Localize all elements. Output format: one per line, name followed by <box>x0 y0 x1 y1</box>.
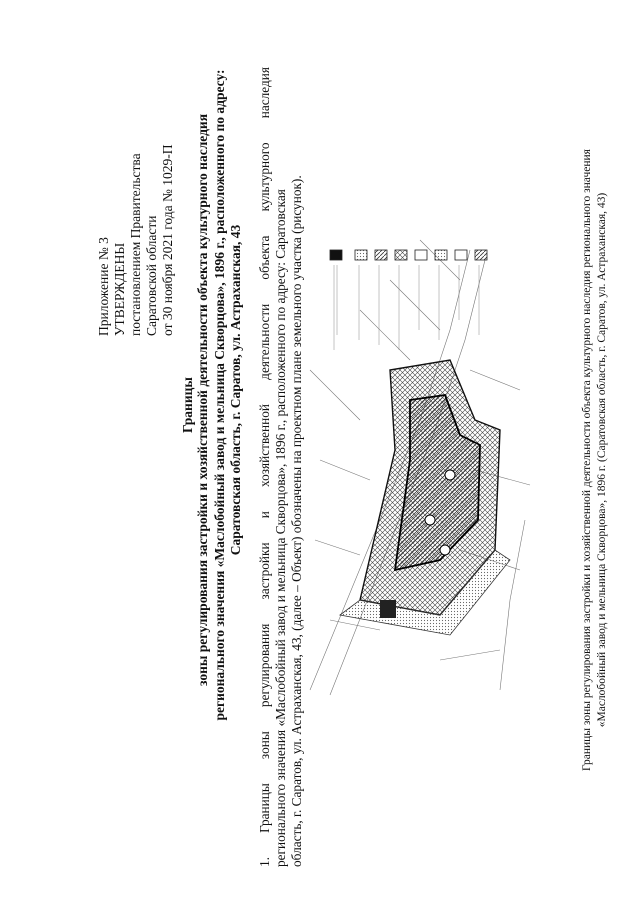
figure-caption-line-2: «Маслобойный завод и мельница Скворцова», 1896 г. (Саратовская область, г. Саратов, ул. Астраханская, 43) <box>596 192 608 728</box>
paragraph-line-2: регионального значения «Маслобойный завод и мельница Скворцова», 1896 г., расположенного по адресу: Саратовская <box>273 189 288 867</box>
approved-by: постановлением Правительства <box>128 153 143 336</box>
dark-block <box>380 600 396 618</box>
legend <box>330 250 487 350</box>
approved-label: УТВЕРЖДЕНЫ <box>112 242 127 336</box>
appendix-number: Приложение № 3 <box>96 237 111 336</box>
figure-caption-line-1: Границы зоны регулирования застройки и хозяйственной деятельности объекта культурного наследия регионального значения <box>581 149 593 771</box>
paragraph-line-3: область, г. Саратов, ул. Астраханская, 43, (далее – Объект) обозначены на проектном плане земельного участка (рисунок). <box>289 175 304 867</box>
approval-block <box>96 36 176 336</box>
title-line-3: Саратовская область, г. Саратов, ул. Астраханская, 43 <box>228 224 243 556</box>
approval-date: от 30 ноября 2021 года № 1029-П <box>160 144 175 336</box>
document-title: Границы <box>180 377 195 433</box>
paragraph-line-1: 1. Границы зоны регулирования застройки и хозяйственной деятельности объекта культурного наследия <box>257 67 272 867</box>
title-line-2: регионального значения «Маслобойный завод и мельница Скворцова», 1896 г., расположенного по адресу: <box>212 69 227 721</box>
approved-region: Саратовской области <box>144 215 159 336</box>
title-line-1: зоны регулирования застройки и хозяйственной деятельности объекта культурного наследия <box>195 114 210 686</box>
site-plan-figure <box>300 220 540 700</box>
